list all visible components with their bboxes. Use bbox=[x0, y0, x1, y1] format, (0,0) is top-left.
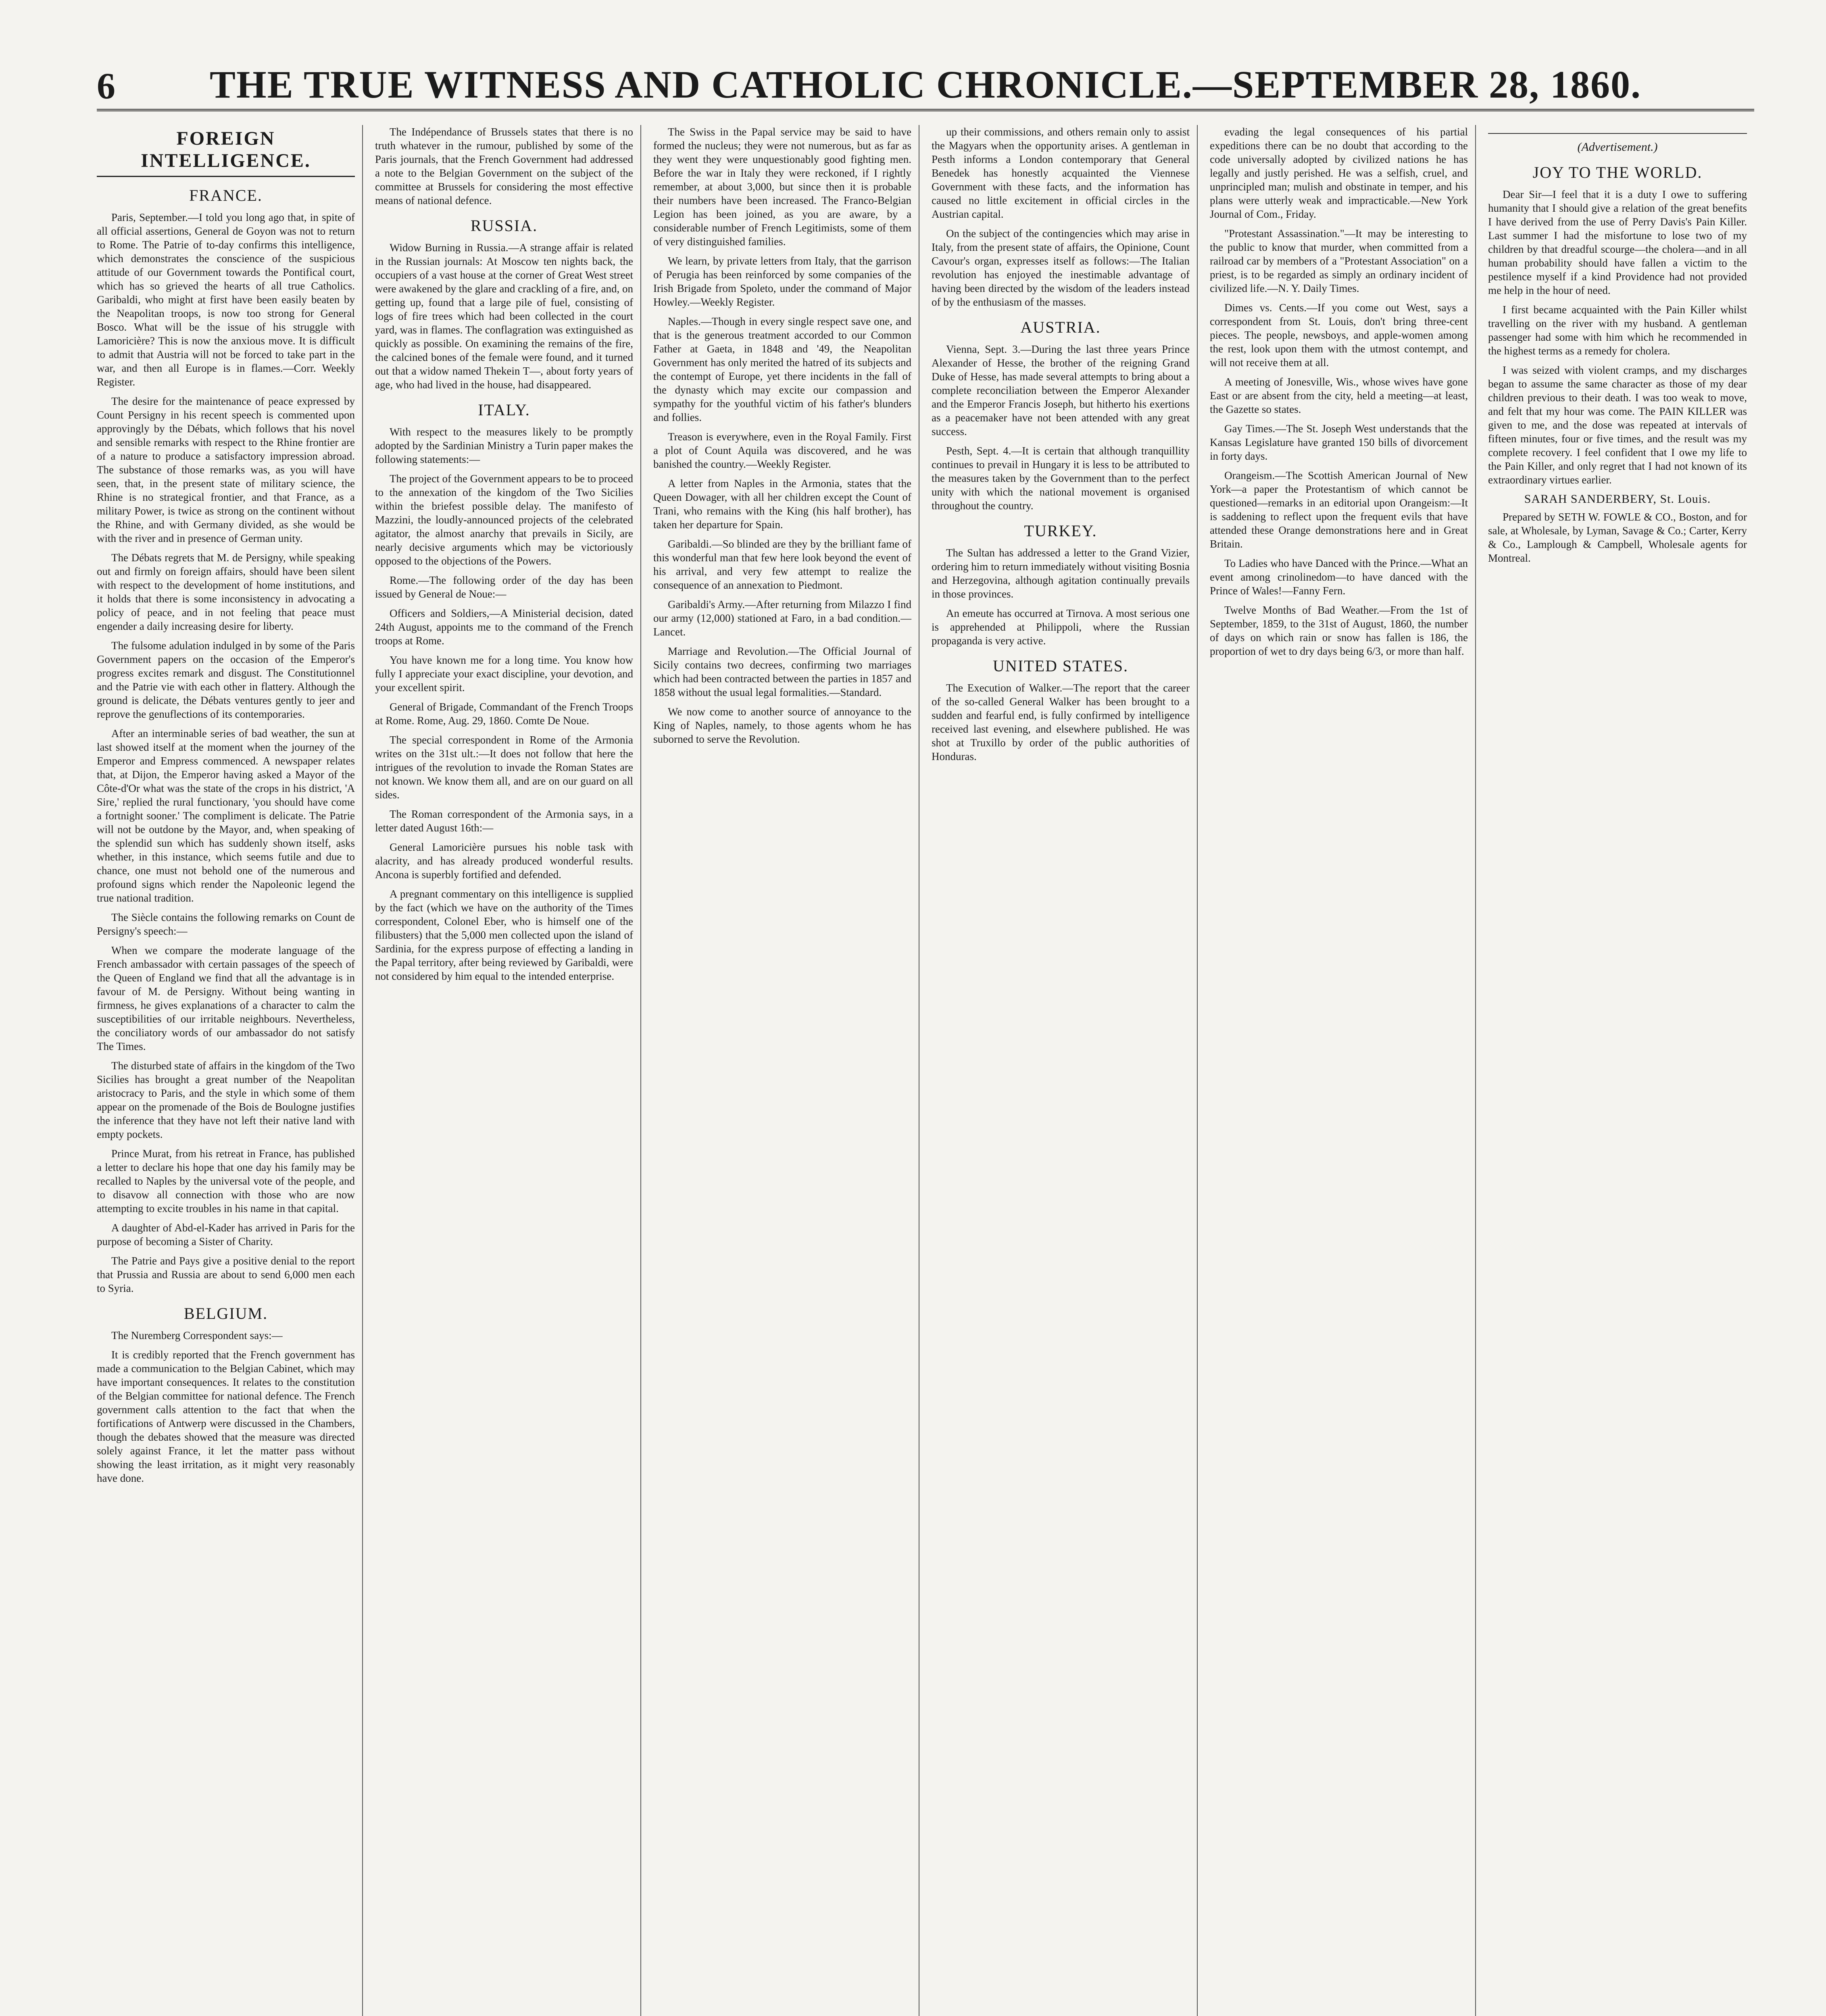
article-paragraph: Officers and Soldiers,—A Ministerial decision, dated 24th August, appoints me to the command of the French troops at Rome. bbox=[375, 607, 633, 647]
article-paragraph: The Débats regrets that M. de Persigny, while speaking out and firmly on foreign affairs, should have been silent with respect to the development of home institutions, and it holds that there is some inconsistency in advocating a policy of peace, and in not feeling that peace must engender a daily increasing desire for liberty. bbox=[97, 552, 355, 632]
article-paragraph: Pesth, Sept. 4.—It is certain that although tranquillity continues to prevail in Hungary it is less to be attributed to the measures taken by the Government than to the perfect unity with which the national movement is organised throughout the country. bbox=[932, 445, 1190, 512]
section-heading-united-states: UNITED STATES. bbox=[993, 657, 1128, 675]
article-paragraph: The desire for the maintenance of peace expressed by Count Persigny in his recent speech is commented upon approvingly by the Débats, which follows that his novel and sensible remarks with respect to the Rhine frontier are of a nature to produce a satisfactory impression abroad. The substance of those remarks was, as you will have seen, that, in the present state of military science, the Rhine is no strategical frontier, and that France, as a military Power, is twice as strong on the continent without the Rhine, and with Germany divided, as she would be with the river and in presence of German unity. bbox=[97, 395, 355, 544]
section-heading-austria: AUSTRIA. bbox=[1020, 318, 1101, 336]
article-paragraph: A pregnant commentary on this intelligence is supplied by the fact (which we have on the authority of the Times correspondent, Colonel Eber, who is himself one of the filibusters) that the 5,000 men collected upon the island of Sardinia, for the express purpose of effecting a landing in the Papal territory, after being reviewed by Garibaldi, were not considered by him equal to the intended enterprise. bbox=[375, 888, 633, 982]
article-paragraph: Paris, September.—I told you long ago that, in spite of all official assertions, General de Goyon was not to return to Rome. The Patrie of to-day confirms this intelligence, which demonstrates the conscience of the suspicious attitude of our Government towards the Pontifical court, which has so grieved the hearts of all true Catholics. Garibaldi, who might at first have been easily beaten by the Neapolitan troops, is now too strong for General Bosco. What will be the issue of his struggle with Lamoricière? This is now the anxious move. It is difficult to admit that Austria will not be forced to take part in the war, and then all Europe is in flames.—Corr. Weekly Register. bbox=[97, 211, 355, 388]
article-paragraph: Gay Times.—The St. Joseph West understands that the Kansas Legislature have granted 150 bills of divorcement in forty days. bbox=[1210, 423, 1468, 462]
article-paragraph: Orangeism.—The Scottish American Journal of New York—a paper the Protestantism of which cannot be questioned—remarks in an editorial upon Orangeism:—It is saddening to reflect upon the frequent evils that have attended these Orange demonstrations here and in Great Britain. bbox=[1210, 469, 1468, 550]
article-paragraph: To Ladies who have Danced with the Prince.—What an event among crinolinedom—to have danced with the Prince of Wales!—Fanny Fern. bbox=[1210, 557, 1468, 597]
article-paragraph: Vienna, Sept. 3.—During the last three years Prince Alexander of Hesse, the brother of the reigning Grand Duke of Hesse, has made several attempts to bring about a complete reconciliation between the Emperor Alexander and the Emperor Francis Joseph, but hitherto his exertions as a peacemaker have not been attended with any great success. bbox=[932, 343, 1190, 437]
article-paragraph: The Nuremberg Correspondent says:— bbox=[111, 1329, 283, 1341]
article-paragraph: Naples.—Though in every single respect save one, and that is the generous treatment accorded to our Common Father at Gaeta, in 1848 and '49, the Neapolitan Government has only merited the hatred of its subjects and the contempt of Europe, yet there incidents in the fall of the dynasty which may excite our compassion and sympathy for the youthful victim of his father's blunders and follies. bbox=[653, 315, 911, 423]
section-heading-turkey: TURKEY. bbox=[1024, 522, 1097, 540]
page-number: 6 bbox=[97, 65, 115, 106]
article-paragraph: Twelve Months of Bad Weather.—From the 1st of September, 1859, to the 31st of August, 1860, the number of days on which rain or snow has fallen is 186, the proportion of wet to dry days being 6/3, or more than half. bbox=[1210, 604, 1468, 657]
article-paragraph: The Sultan has addressed a letter to the Grand Vizier, ordering him to return immediately without visiting Bosnia and Herzegovina, although agitation continually prevails in those provinces. bbox=[932, 547, 1190, 600]
article-paragraph: I first became acquainted with the Pain Killer whilst travelling on the river with my husband. A gentleman passenger had some with him which he recommended in the highest terms as a remedy for cholera. bbox=[1488, 304, 1747, 357]
article-paragraph: It is credibly reported that the French government has made a communication to the Belgian Cabinet, which may have important consequences. It relates to the constitution of the Belgian committee for national defence. The French government calls attention to the fact that when the fortifications of Antwerp were discussed in the Chambers, though the debates showed that the measure was directed solely against France, it let the matter pass without showing the least irritation, as it might very reasonably have done. bbox=[97, 1349, 355, 1484]
section-heading-belgium: BELGIUM. bbox=[183, 1304, 268, 1322]
masthead bbox=[97, 60, 1754, 111]
article-paragraph: The special correspondent in Rome of the Armonia writes on the 31st ult.:—It does not follow that here the intrigues of the revolution to invade the Roman States are not known. We know them all, and are on our guard on all sides. bbox=[375, 734, 633, 801]
article-paragraph: The Roman correspondent of the Armonia says, in a letter dated August 16th:— bbox=[375, 808, 633, 834]
article-paragraph: After an interminable series of bad weather, the sun at last showed itself at the moment when the journey of the Emperor and Empress commenced. A newspaper relates that, at Dijon, the Emperor having asked a Mayor of the Côte-d'Or what was the state of the crops in his district, 'A Sire,' replied the rural functionary, 'you should have come a fortnight sooner.' The compliment is delicate. The Patrie will not be outdone by the Mayor, and, when speaking of the splendid sun which has suddenly shown itself, asks whether, in this instance, which seems futile and due to chance, one must not behold one of the numerous and profound signs which render the Napoleonic legend the true national tradition. bbox=[97, 727, 355, 904]
article-paragraph: General Lamoricière pursues his noble task with alacrity, and has already produced wonderful results. Ancona is superbly fortified and defended. bbox=[375, 841, 633, 881]
article-columns bbox=[97, 125, 1754, 2016]
section-heading-foreign-intelligence: FOREIGN INTELLIGENCE. bbox=[97, 127, 355, 177]
article-paragraph: General of Brigade, Commandant of the French Troops at Rome. Rome, Aug. 29, 1860. Comte De Noue. bbox=[375, 701, 633, 727]
article-paragraph: An emeute has occurred at Tirnova. A most serious one is apprehended at Philippoli, where the Russian propaganda is very active. bbox=[932, 607, 1190, 647]
article-paragraph: A daughter of Abd-el-Kader has arrived in Paris for the purpose of becoming a Sister of Charity. bbox=[97, 1222, 355, 1248]
article-paragraph: up their commissions, and others remain only to assist the Magyars when the opportunity arises. A gentleman in Pesth informs a London contemporary that General Benedek has honestly acquainted the Viennese Government with these facts, and the information has caused no little excitement in official circles in the Austrian capital. bbox=[932, 126, 1190, 220]
running-title: THE TRUE WITNESS AND CATHOLIC CHRONICLE.—SEPTEMBER 28, 1860. bbox=[209, 63, 1642, 106]
article-paragraph: We now come to another source of annoyance to the King of Naples, namely, to those agents whom he has suborned to serve the Revolution. bbox=[653, 706, 911, 745]
article-paragraph: The Indépendance of Brussels states that there is no truth whatever in the rumour, published by some of the Paris journals, that the French Government had addressed a note to the Belgian Government on the subject of the committee at Brussels for considering the most effective means of national defence. bbox=[375, 126, 633, 206]
article-paragraph: Treason is everywhere, even in the Royal Family. First a plot of Count Aquila was discovered, and he was banished the country.—Weekly Register. bbox=[653, 431, 911, 470]
advertisement-signature: SARAH SANDERBERY, St. Louis. bbox=[1524, 492, 1711, 506]
article-paragraph: The Execution of Walker.—The report that the career of the so-called General Walker has been brought to a sudden and fearful end, is fully confirmed by intelligence received last evening, and elsewhere published. He was shot at Truxillo by order of the public authorities of Honduras. bbox=[932, 682, 1190, 762]
column-3 bbox=[653, 125, 919, 2016]
column-1 bbox=[97, 125, 363, 2016]
advertisement-credit: Prepared by SETH W. FOWLE & CO., Boston, and for sale, at Wholesale, by Lyman, Savage & Co.; Carter, Kerry & Co., Lamplough & Campbell, Wholesale agents for Montreal. bbox=[1488, 511, 1747, 564]
column-4 bbox=[932, 125, 1198, 2016]
article-paragraph: We learn, by private letters from Italy, that the garrison of Perugia has been reinforced by some companies of the Irish Brigade from Spoleto, under the command of Major Howley.—Weekly Register. bbox=[653, 255, 911, 308]
article-paragraph: The disturbed state of affairs in the kingdom of the Two Sicilies has brought a great number of the Neapolitan aristocracy to Paris, and the style in which some of them appear on the promenade of the Bois de Boulogne justifies the inference that they have not left their native land with empty pockets. bbox=[97, 1060, 355, 1140]
article-paragraph: Garibaldi's Army.—After returning from Milazzo I find our army (12,000) stationed at Faro, in a bad condition.—Lancet. bbox=[653, 598, 911, 638]
section-heading-italy: ITALY. bbox=[478, 401, 530, 419]
article-paragraph: Rome.—The following order of the day has been issued by General de Noue:— bbox=[375, 574, 633, 600]
article-paragraph: I was seized with violent cramps, and my discharges began to assume the same character as those of my dear children previous to their death. I was too weak to move, and felt that my hour was come. The PAIN KILLER was given to me, and the dose was repeated at intervals of fifteen minutes, four or five times, and the result was my complete recovery. I feel confident that I owe my life to the Pain Killer, and only regret that I had not known of its extraordinary virtues earlier. bbox=[1488, 364, 1747, 486]
column-divider bbox=[1488, 133, 1747, 134]
article-paragraph: When we compare the moderate language of the French ambassador with certain passages of the speech of the Queen of England we find that all the advantage is in favour of M. de Persigny. Without being wanting in firmness, he gives explanations of a character to calm the susceptibilities of our irritable neighbours. Nevertheless, the conciliatory words of our ambassador do not satisfy The Times. bbox=[97, 944, 355, 1052]
article-paragraph: Dimes vs. Cents.—If you come out West, says a correspondent from St. Louis, don't bring three-cent pieces. The people, newsboys, and apple-women among the rest, look upon them with the utmost contempt, and will not receive them at all. bbox=[1210, 302, 1468, 369]
article-paragraph: Garibaldi.—So blinded are they by the brilliant fame of this wonderful man that few here look beyond the event of his arrival, and very few attempt to realize the consequence of an annexation to Piedmont. bbox=[653, 538, 911, 591]
article-paragraph: The Patrie and Pays give a positive denial to the report that Prussia and Russia are about to send 6,000 men each to Syria. bbox=[97, 1255, 355, 1294]
article-paragraph: A meeting of Jonesville, Wis., whose wives have gone East or are absent from the city, held a meeting—at least, the Gazette so states. bbox=[1210, 376, 1468, 415]
article-paragraph: On the subject of the contingencies which may arise in Italy, from the present state of affairs, the Opinione, Count Cavour's organ, expresses itself as follows:—The Italian revolution has enjoyed the inestimable advantage of having been directed by the wisdom of the leaders instead of by the enthusiasm of the masses. bbox=[932, 227, 1190, 308]
article-paragraph: The fulsome adulation indulged in by some of the Paris Government papers on the occasion of the Emperor's progress excites remark and disgust. The Constitutionnel and the Patrie vie with each other in flattery. Although the ground is delicate, the Débats ventures gently to jeer and reprove the genuflections of its contemporaries. bbox=[97, 639, 355, 720]
column-2 bbox=[375, 125, 641, 2016]
article-paragraph: Prince Murat, from his retreat in France, has published a letter to declare his hope that one day his family may be recalled to Naples by the universal vote of the people, and to disavow all connection with those who are now attempting to excite troubles in his name in that capital. bbox=[97, 1148, 355, 1214]
article-paragraph: A letter from Naples in the Armonia, states that the Queen Dowager, with all her children except the Count of Trani, who remains with the King (his half brother), has taken her departure for Spain. bbox=[653, 477, 911, 531]
article-paragraph: "Protestant Assassination."—It may be interesting to the public to know that murder, when committed from a railroad car by members of a "Protestant Association" on a priest, is to be regarded as simply an ordinary incident of civilized life.—N. Y. Daily Times. bbox=[1210, 227, 1468, 294]
section-heading-france: FRANCE. bbox=[189, 186, 263, 204]
column-6 bbox=[1488, 125, 1754, 2016]
section-heading-russia: RUSSIA. bbox=[470, 217, 538, 235]
article-paragraph: The Siècle contains the following remarks on Count de Persigny's speech:— bbox=[97, 911, 355, 937]
article-paragraph: The project of the Government appears to be to proceed to the annexation of the kingdom of the Two Sicilies within the briefest possible delay. The manifesto of Mazzini, the loudly-announced projects of the celebrated agitator, the almost anarchy that prevails in Sicily, are nearly decisive arguments which may be victoriously opposed to the objections of the Powers. bbox=[375, 473, 633, 567]
article-paragraph: The Swiss in the Papal service may be said to have formed the nucleus; they were not numerous, but as far as they went they were unquestionably good fighting men. Before the war in Italy they were reckoned, if I rightly remember, at about 3,000, but since then it is probable their numbers have been increased. The Franco-Belgian Legion has been joined, as you are aware, by a considerable number of French Legitimists, some of them of very distinguished families. bbox=[653, 126, 911, 248]
article-paragraph: Marriage and Revolution.—The Official Journal of Sicily contains two decrees, confirming two marriages which had been contracted between the parties in 1857 and 1858 without the usual legal formalities.—Standard. bbox=[653, 645, 911, 698]
article-paragraph: evading the legal consequences of his partial expeditions there can be no doubt that according to the code universally adopted by civilized nations he has legally and justly perished. He was a selfish, cruel, and unprincipled man; mulish and obstinate in temper, and his plans were utterly weak and impracticable.—New York Journal of Com., Friday. bbox=[1210, 126, 1468, 220]
article-paragraph: With respect to the measures likely to be promptly adopted by the Sardinian Ministry a Turin paper makes the following statements:— bbox=[375, 426, 633, 465]
article-paragraph: You have known me for a long time. You know how fully I appreciate your exact discipline, your devotion, and your excellent spirit. bbox=[375, 654, 633, 694]
column-5 bbox=[1210, 125, 1476, 2016]
advertisement-heading: JOY TO THE WORLD. bbox=[1532, 163, 1703, 181]
article-paragraph: Widow Burning in Russia.—A strange affair is related in the Russian journals: At Moscow ten nights back, the occupiers of a vast house at the corner of Great West street were awakened by the glare and crackling of a fire, and, on getting up, found that a large pile of fuel, consisting of logs of fire trees which had been collected in the court yard, was in flames. The conflagration was extinguished as quickly as possible. On examining the remains of the fire, the calcined bones of the female were found, and it turned out that a widow named Thekein T—, about forty years of age, who had lived in the house, had disappeared. bbox=[375, 242, 633, 391]
article-paragraph: Dear Sir—I feel that it is a duty I owe to suffering humanity that I should give a relation of the great benefits I have derived from the use of Perry Davis's Pain Killer. Last summer I had the misfortune to lose two of my children by that dreadful scourge—the cholera—and in all human probability should have fallen a victim to the pestilence myself if a kind Providence had not provided me help in the hour of need. bbox=[1488, 188, 1747, 296]
advertisement-notice: (Advertisement.) bbox=[1577, 140, 1658, 154]
